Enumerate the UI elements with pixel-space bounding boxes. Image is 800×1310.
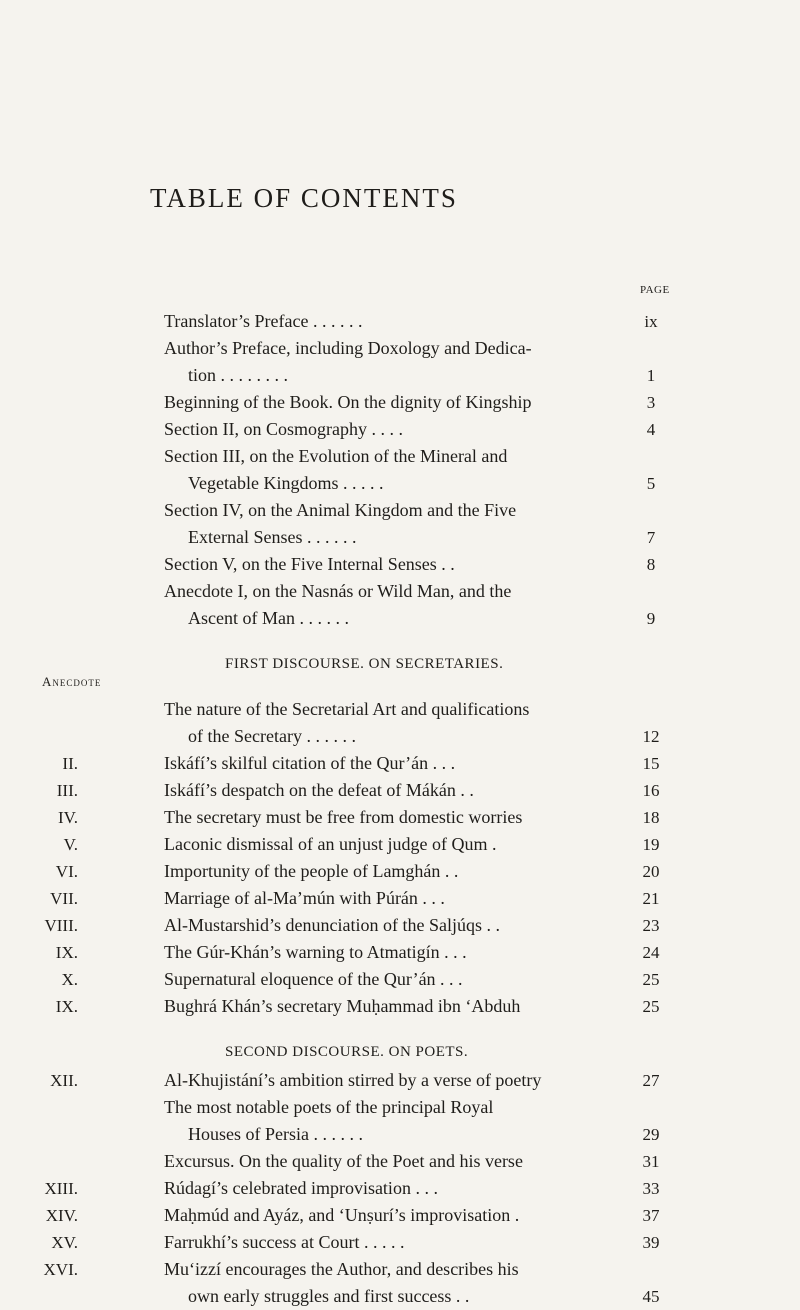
entry-title: Anecdote I, on the Nasnás or Wild Man, and the <box>164 581 512 601</box>
entry-page: ix <box>644 312 658 331</box>
entry-number: VII. <box>50 889 78 908</box>
entry-page: 45 <box>642 1287 660 1306</box>
entry-title: Iskáfí’s skilful citation of the Qur’án . . . <box>164 753 456 773</box>
toc-row <box>0 362 800 389</box>
toc-row <box>0 912 800 939</box>
toc-row <box>0 605 800 632</box>
entry-title: Author’s Preface, including Doxology and Dedica- <box>164 338 532 358</box>
section-gap <box>0 632 800 649</box>
entry-title: Section V, on the Five Internal Senses . . <box>164 554 455 574</box>
entry-title: Al-Mustarshid’s denunciation of the Saljúqs . . <box>164 915 500 935</box>
entry-number: XIV. <box>45 1206 78 1225</box>
entry-page: 25 <box>642 997 660 1016</box>
toc-row <box>0 389 800 416</box>
toc-row <box>0 524 800 551</box>
toc-row <box>0 966 800 993</box>
entry-number: XV. <box>51 1233 78 1252</box>
page-title: TABLE OF CONTENTS <box>150 183 458 213</box>
toc-row <box>0 1148 800 1175</box>
entry-page: 37 <box>642 1206 660 1225</box>
entry-title: Houses of Persia . . . . . . <box>188 1124 363 1144</box>
toc-row <box>0 750 800 777</box>
entry-title: External Senses . . . . . . <box>188 527 357 547</box>
toc-row <box>0 723 800 750</box>
entry-number: XIII. <box>44 1179 78 1198</box>
entry-title: Section III, on the Evolution of the Mineral and <box>164 446 508 466</box>
toc-row <box>0 1202 800 1229</box>
entry-page: 19 <box>642 835 660 854</box>
entry-title: of the Secretary . . . . . . <box>188 726 356 746</box>
entry-number: IV. <box>58 808 78 827</box>
toc-row <box>0 804 800 831</box>
toc-row <box>0 885 800 912</box>
toc-row <box>0 1067 800 1094</box>
label-gap <box>0 679 800 696</box>
section-heading <box>0 1037 800 1067</box>
entry-page: 5 <box>646 474 656 493</box>
entry-page: 4 <box>646 420 656 439</box>
entry-page: 20 <box>642 862 660 881</box>
entry-title: Beginning of the Book. On the dignity of Kingship <box>164 392 532 412</box>
toc-row <box>0 497 800 524</box>
toc-row <box>0 1283 800 1310</box>
entry-number: V. <box>63 835 78 854</box>
entry-page: 27 <box>642 1071 660 1090</box>
entry-title: Iskáfí’s despatch on the defeat of Mákán . . <box>164 780 474 800</box>
entry-page: 25 <box>642 970 660 989</box>
entry-title: own early struggles and first success . . <box>188 1286 470 1306</box>
entry-title: The nature of the Secretarial Art and qualifications <box>164 699 530 719</box>
entry-title: Translator’s Preface . . . . . . <box>164 311 363 331</box>
entry-number: II. <box>62 754 78 773</box>
entry-page: 21 <box>642 889 660 908</box>
entry-page: 3 <box>646 393 656 412</box>
page-column-header: PAGE <box>640 284 670 296</box>
toc-row <box>0 470 800 497</box>
section-heading-text: FIRST DISCOURSE. ON SECRETARIES. <box>225 656 504 672</box>
entry-title: Laconic dismissal of an unjust judge of Qum . <box>164 834 497 854</box>
entry-number: VI. <box>55 862 78 881</box>
entry-title: The Gúr-Khán’s warning to Atmatigín . . . <box>164 942 467 962</box>
section-heading-text: SECOND DISCOURSE. ON POETS. <box>225 1044 469 1060</box>
toc-row <box>0 335 800 362</box>
entry-title: Bughrá Khán’s secretary Muḥammad ibn ‘Abduh <box>164 996 521 1016</box>
entry-page: 7 <box>646 528 656 547</box>
entry-page: 23 <box>642 916 660 935</box>
entry-page: 39 <box>642 1233 660 1252</box>
entry-title: tion . . . . . . . . <box>188 365 289 385</box>
toc-row <box>0 858 800 885</box>
toc-row <box>0 1229 800 1256</box>
toc-row <box>0 1094 800 1121</box>
entry-title: Al-Khujistání’s ambition stirred by a verse of poetry <box>164 1070 542 1090</box>
toc-row <box>0 443 800 470</box>
toc-row <box>0 777 800 804</box>
entry-number: VIII. <box>44 916 78 935</box>
toc-row <box>0 308 800 335</box>
toc-row <box>0 696 800 723</box>
entry-title: Marriage of al-Ma’mún with Púrán . . . <box>164 888 445 908</box>
section-heading <box>0 649 800 689</box>
entry-page: 15 <box>642 754 660 773</box>
toc-row <box>0 939 800 966</box>
entry-number: XVI. <box>43 1260 78 1279</box>
entry-number: X. <box>61 970 78 989</box>
toc-row <box>0 551 800 578</box>
entry-page: 33 <box>642 1179 660 1198</box>
entry-title: Importunity of the people of Lamghán . . <box>164 861 459 881</box>
entry-title: Maḥmúd and Ayáz, and ‘Unṣurí’s improvisation . <box>164 1205 520 1225</box>
entry-title: Ascent of Man . . . . . . <box>188 608 349 628</box>
entry-page: 9 <box>646 609 656 628</box>
entry-page: 18 <box>642 808 660 827</box>
entry-page: 12 <box>642 727 660 746</box>
toc-row <box>0 1256 800 1283</box>
toc-row <box>0 1121 800 1148</box>
entry-page: 24 <box>642 943 660 962</box>
entry-number: III. <box>56 781 78 800</box>
entry-page: 16 <box>642 781 660 800</box>
entry-title: Section IV, on the Animal Kingdom and the Five <box>164 500 517 520</box>
section-gap <box>0 1020 800 1037</box>
toc-row <box>0 993 800 1020</box>
toc-row <box>0 578 800 605</box>
toc-row <box>0 1175 800 1202</box>
anecdote-label: Anecdote <box>42 674 102 689</box>
entry-title: The most notable poets of the principal Royal <box>164 1097 494 1117</box>
entry-title: Supernatural eloquence of the Qur’án . . . <box>164 969 463 989</box>
entry-title: Mu‘izzí encourages the Author, and describes his <box>164 1259 519 1279</box>
entry-number: IX. <box>55 943 78 962</box>
entry-title: Farrukhí’s success at Court . . . . . <box>164 1232 405 1252</box>
entry-title: Rúdagí’s celebrated improvisation . . . <box>164 1178 438 1198</box>
toc-row <box>0 416 800 443</box>
entry-title: The secretary must be free from domestic worries <box>164 807 523 827</box>
entry-page: 8 <box>646 555 656 574</box>
entry-number: XII. <box>50 1071 78 1090</box>
entry-number: IX. <box>55 997 78 1016</box>
toc-entries <box>0 308 800 1310</box>
entry-page: 1 <box>646 366 656 385</box>
entry-title: Vegetable Kingdoms . . . . . <box>188 473 384 493</box>
entry-title: Section II, on Cosmography . . . . <box>164 419 403 439</box>
toc-row <box>0 831 800 858</box>
entry-page: 29 <box>642 1125 660 1144</box>
entry-page: 31 <box>642 1152 660 1171</box>
entry-title: Excursus. On the quality of the Poet and his verse <box>164 1151 523 1171</box>
